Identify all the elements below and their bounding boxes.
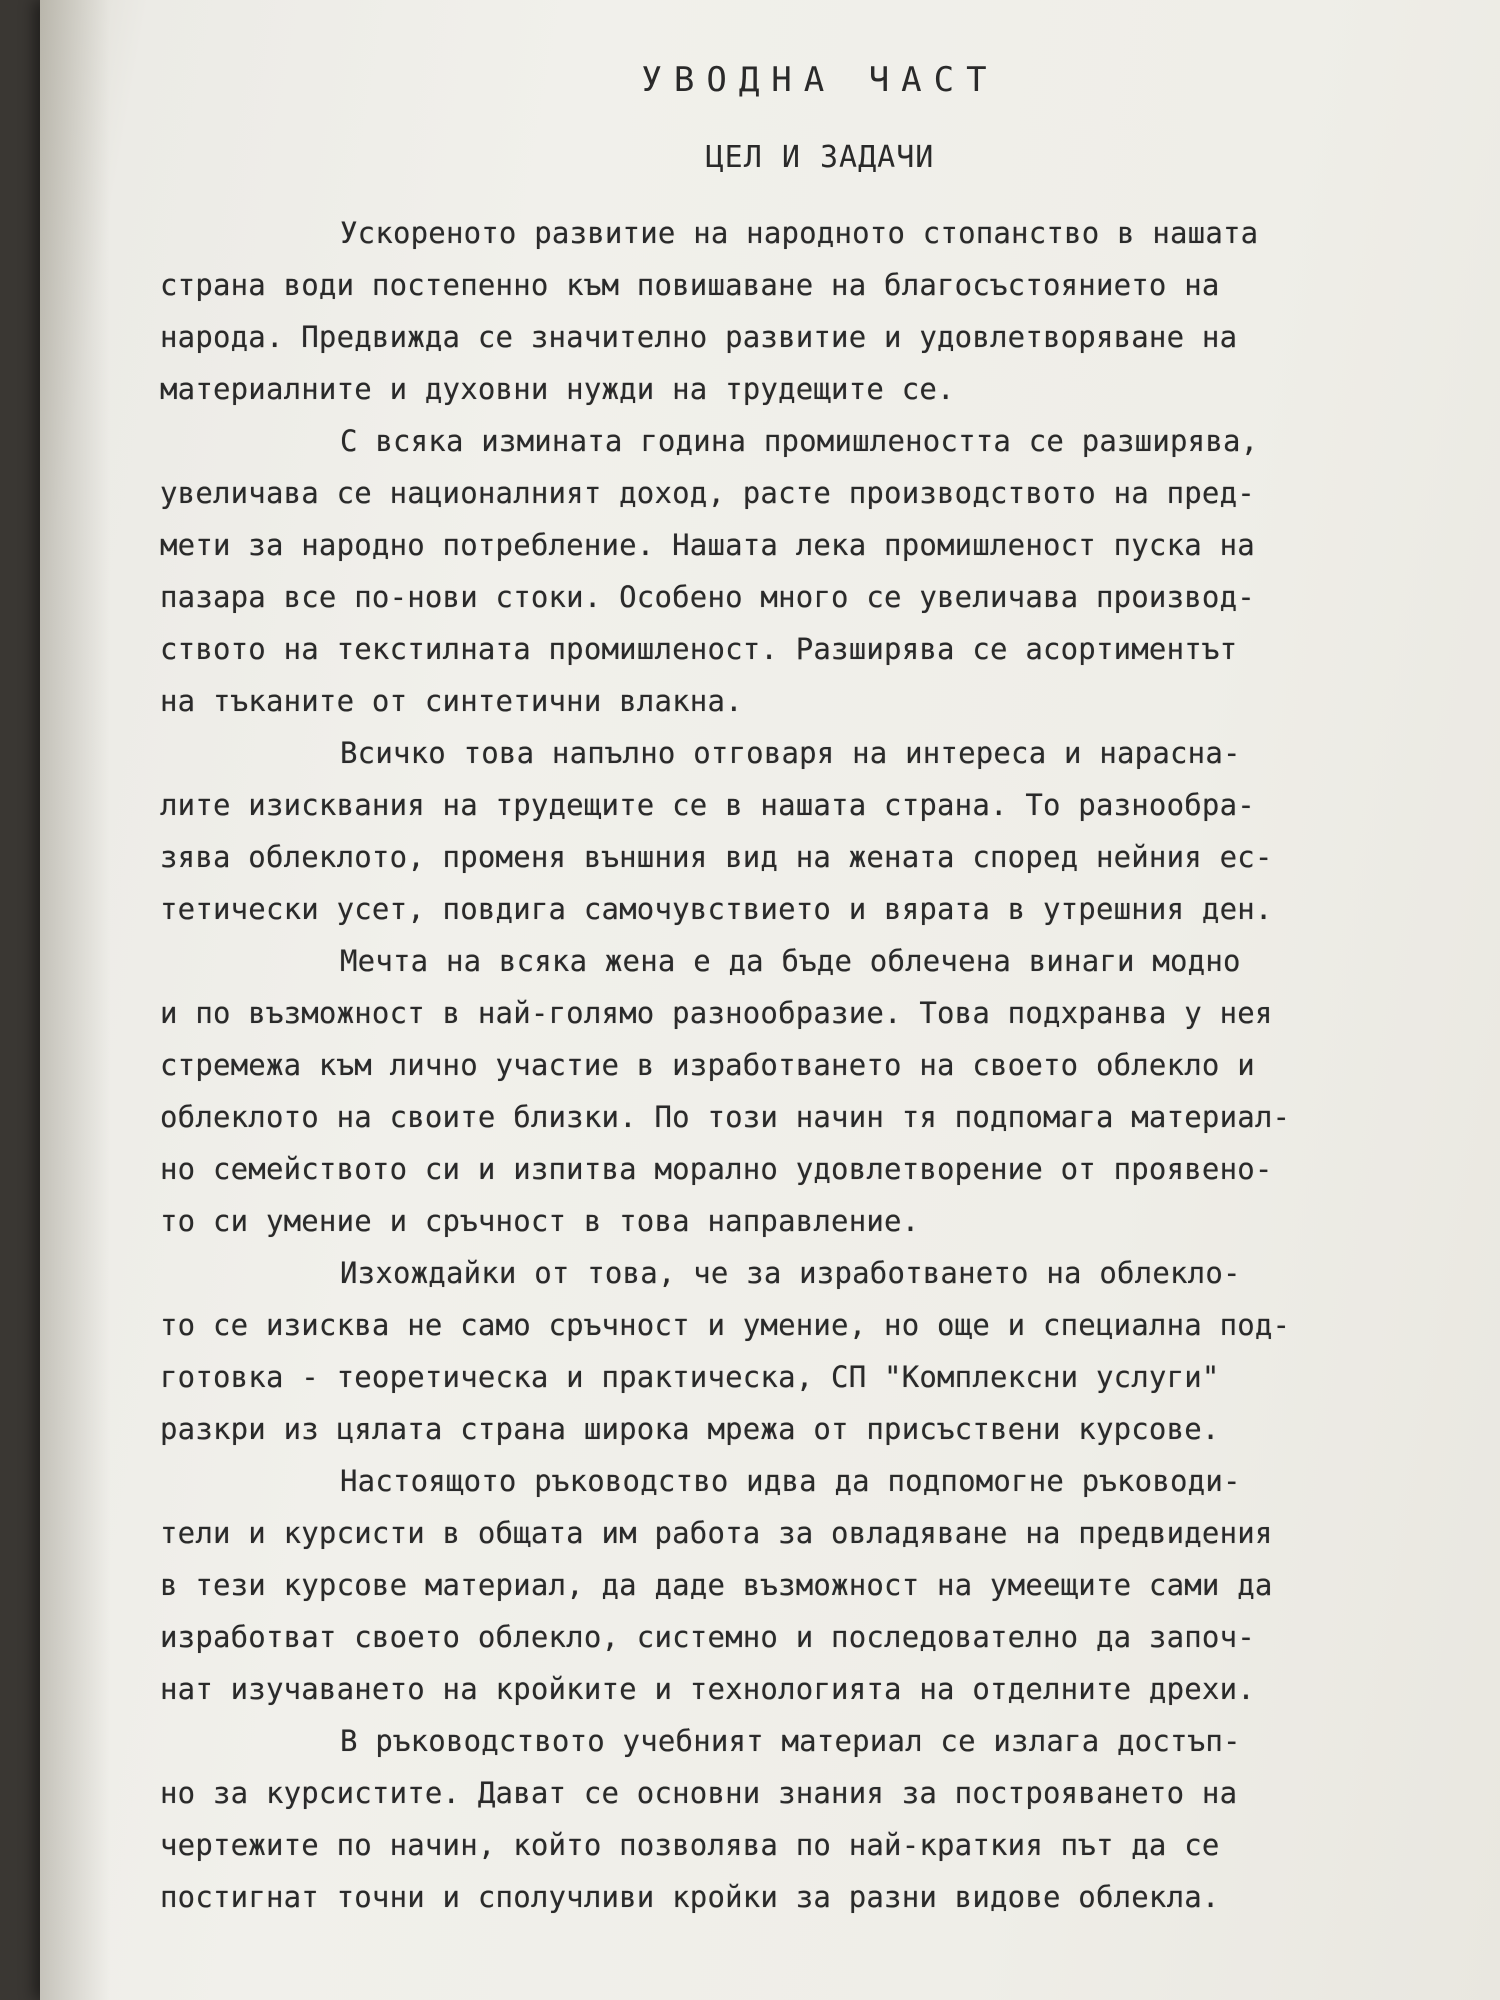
text-line: но семейството си и изпитва морално удовлетворение от проявено- [160,1152,1273,1186]
text-line: В ръководството учебният материал се излага достъп- [340,1724,1241,1758]
text-line: Мечта на всяка жена е да бъде облечена винаги модно [340,944,1241,978]
paragraph [160,935,1450,1247]
paragraph [160,415,1450,727]
text-line: С всяка измината година промишлеността се разширява, [340,424,1259,458]
paragraph [160,1715,1450,1923]
text-line: готовка - теоретическа и практическа, СП "Комплексни услуги" [160,1360,1220,1394]
paragraph [160,727,1450,935]
text-line: и по възможност в най-голямо разнообразие. Това подхранва у нея [160,996,1273,1030]
text-line: изработват своето облекло, системно и последователно да започ- [160,1620,1255,1654]
text-line: нат изучаването на кройките и технологията на отделните дрехи. [160,1672,1255,1706]
page-subtitle: ЦЕЛ И ЗАДАЧИ [705,140,935,175]
text-line: Настоящото ръководство идва да подпомогне ръководи- [340,1464,1241,1498]
text-line: лите изисквания на трудещите се в нашата страна. То разнообра- [160,788,1255,822]
text-line: стремежа към лично участие в изработването на своето облекло и [160,1048,1255,1082]
text-line: то си умение и сръчност в това направление. [160,1204,920,1238]
text-line: мети за народно потребление. Нашата лека промишленост пуска на [160,528,1255,562]
text-line: разкри из цялата страна широка мрежа от присъствени курсове. [160,1412,1220,1446]
paragraph [160,1247,1450,1455]
text-line: страна води постепенно към повишаване на благосъстоянието на [160,268,1220,302]
page-title: УВОДНА ЧАСТ [641,60,999,100]
document-page [40,0,1500,2000]
paragraph [160,1455,1450,1715]
text-line: народа. Предвижда се значително развитие и удовлетворяване на [160,320,1238,354]
text-line: увеличава се националният доход, расте производството на пред- [160,476,1255,510]
text-line: на тъканите от синтетични влакна. [160,684,743,718]
text-line: но за курсистите. Дават се основни знания за построяването на [160,1776,1238,1810]
text-line: облеклото на своите близки. По този начин тя подпомага материал- [160,1100,1291,1134]
text-line: Изхождайки от това, че за изработването на облекло- [340,1256,1241,1290]
text-line: постигнат точни и сполучливи кройки за разни видове облекла. [160,1880,1220,1914]
body-text [160,207,1450,1923]
text-line: ството на текстилната промишленост. Разширява се асортиментът [160,632,1238,666]
text-line: чертежите по начин, който позволява по най-краткия път да се [160,1828,1220,1862]
text-line: пазара все по-нови стоки. Особено много се увеличава производ- [160,580,1255,614]
text-line: в тези курсове материал, да даде възможност на умеещите сами да [160,1568,1273,1602]
text-line: Всичко това напълно отговаря на интереса и нарасна- [340,736,1241,770]
text-line: тетически усет, повдига самочувствието и вярата в утрешния ден. [160,892,1273,926]
text-line: тели и курсисти в общата им работа за овладяване на предвидения [160,1516,1273,1550]
text-line: зява облеклото, променя външния вид на жената според нейния ес- [160,840,1273,874]
text-line: Ускореното развитие на народното стопанство в нашата [340,216,1259,250]
paragraph [160,207,1450,415]
text-line: то се изисква не само сръчност и умение, но още и специална под- [160,1308,1291,1342]
page-content [160,60,1450,1923]
text-line: материалните и духовни нужди на трудещите се. [160,372,955,406]
